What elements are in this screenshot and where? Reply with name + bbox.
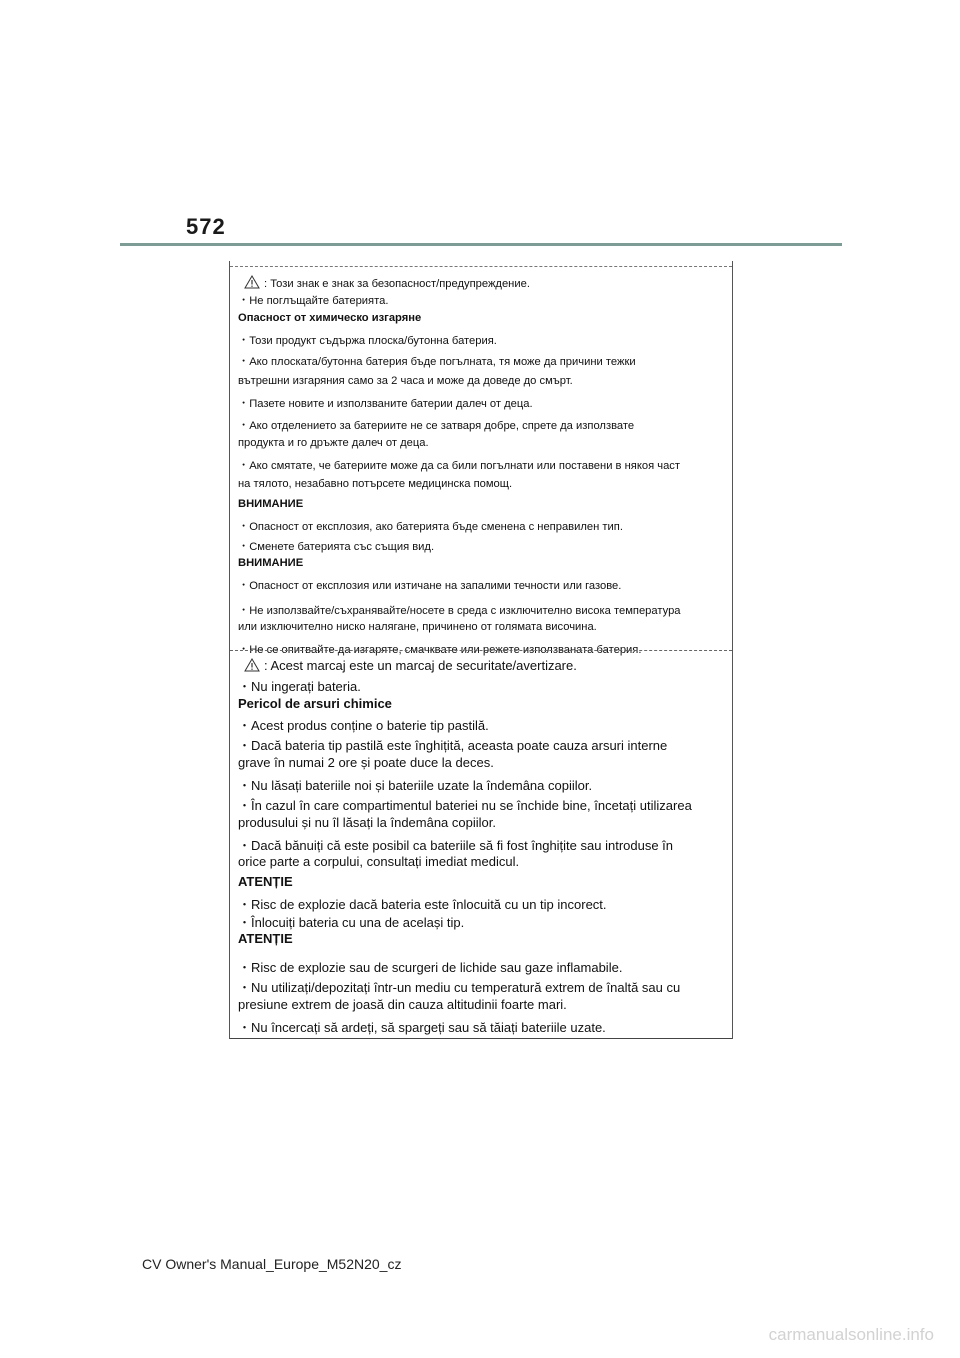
romanian-line: ・Nu utilizați/depozitați într-un mediu cu temperatură extrem de înaltă sau cu [238,980,681,995]
romanian-heading: ATENȚIE [238,931,293,946]
bulgarian-line: ・Пазете новите и използваните батерии далеч от деца. [238,398,533,410]
bulgarian-symbol-note [238,275,530,290]
romanian-line: produsului și nu îl lăsați la îndemâna copiilor. [238,815,496,830]
romanian-line: ・Înlocuiți bateria cu una de același tip. [238,915,465,930]
bulgarian-line: ・Сменете батерията със същия вид. [238,541,435,553]
romanian-line: ・Dacă bateria tip pastilă este înghițită, aceasta poate cauza arsuri interne [238,738,668,753]
romanian-line: ・Nu ingerați bateria. [238,679,361,694]
romanian-line: ・În cazul în care compartimentul bateriei nu se închide bine, încetați utilizarea [238,798,692,813]
romanian-heading: ATENȚIE [238,874,293,889]
romanian-line: ・Nu lăsați bateriile noi și bateriile uzate la îndemâna copiilor. [238,778,593,793]
footer-manual-id: CV Owner's Manual_Europe_M52N20_cz [142,1256,402,1272]
bulgarian-line: или изключително ниско налягане, причинено от голямата височина. [238,621,597,633]
romanian-line: orice parte a corpului, consultați imediat medicul. [238,854,520,869]
warning-triangle-icon [244,275,260,289]
bulgarian-line: ・Опасност от експлозия или изтичане на запалими течности или газове. [238,580,622,592]
romanian-line: ・Acest produs conține o baterie tip pastilă. [238,718,489,733]
bulgarian-warning-section [230,269,732,656]
page-number: 572 [186,214,226,239]
bulgarian-line: ・Опасност от експлозия, ако батерията бъде сменена с неправилен тип. [238,521,623,533]
romanian-symbol-note-text: : Acest marcaj este un marcaj de securitate/avertizare. [264,658,577,673]
header-rule [120,243,842,246]
bulgarian-line: вътрешни изгаряния само за 2 часа и може да доведе до смърт. [238,375,573,387]
bulgarian-line: ・Не се опитвайте да изгаряте, смачквате или режете използваната батерия. [238,644,642,656]
bulgarian-line: продукта и го дръжте далеч от деца. [238,437,429,449]
bulgarian-heading: Опасност от химическо изгаряне [238,312,422,324]
romanian-line: ・Risc de explozie sau de scurgeri de lichide sau gaze inflamabile. [238,960,623,975]
romanian-line: ・Risc de explozie dacă bateria este înlocuită cu un tip incorect. [238,897,607,912]
warning-triangle-icon [244,658,260,672]
watermark: carmanualsonline.info [768,1325,934,1344]
bulgarian-line: ・Ако плоската/бутонна батерия бъде погълната, тя може да причини тежки [238,356,636,368]
romanian-symbol-note [238,658,577,673]
bulgarian-heading: ВНИМАНИЕ [238,498,304,510]
romanian-warning-section [230,654,732,1039]
section-divider [230,650,732,651]
bulgarian-line: ・Не поглъщайте батерията. [238,295,389,307]
romanian-line: ・Dacă bănuiți că este posibil ca bateriile să fi fost înghițite sau introduse în [238,838,674,853]
bulgarian-line: ・Този продукт съдържа плоска/бутонна батерия. [238,335,497,347]
romanian-line: ・Nu încercați să ardeți, să spargeți sau să tăiați bateriile uzate. [238,1020,606,1035]
romanian-line: presiune extrem de joasă din cauza altitudinii foarte mari. [238,997,567,1012]
bulgarian-heading: ВНИМАНИЕ [238,557,304,569]
battery-warning-notice [229,261,733,1039]
romanian-line: grave în numai 2 ore și poate duce la deces. [238,755,494,770]
bulgarian-line: ・Ако смятате, че батериите може да са били погълнати или поставени в някоя част [238,460,681,472]
bulgarian-symbol-note-text: : Този знак е знак за безопасност/предупреждение. [264,278,530,290]
bulgarian-line: ・Ако отделението за батериите не се затваря добре, спрете да използвате [238,420,635,432]
romanian-heading: Pericol de arsuri chimice [238,696,392,711]
bulgarian-line: ・Не използвайте/съхранявайте/носете в среда с изключително висока температура [238,605,681,617]
bulgarian-line: на тялото, незабавно потърсете медицинска помощ. [238,478,513,490]
